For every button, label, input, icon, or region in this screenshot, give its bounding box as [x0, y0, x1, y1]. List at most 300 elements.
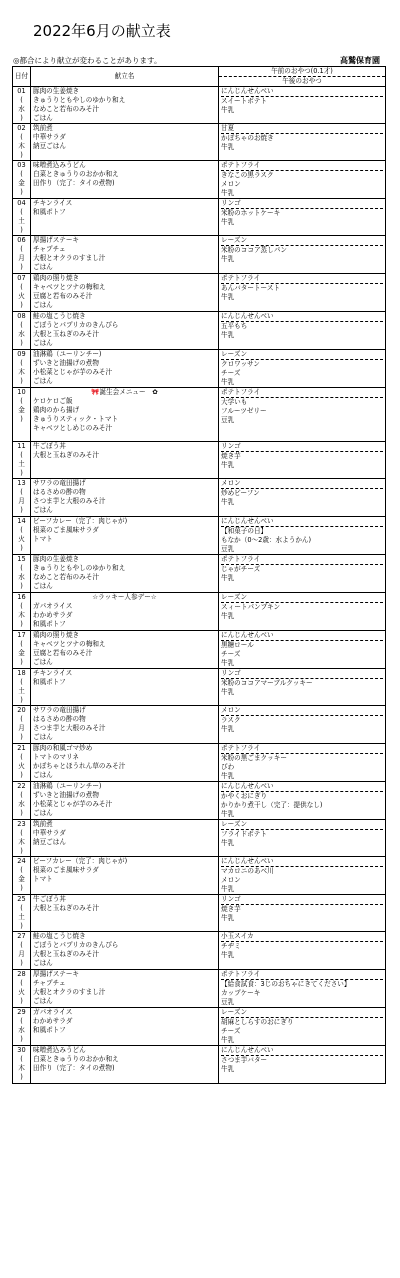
menu-cell: [31, 479, 219, 517]
weekday-paren: ): [20, 696, 23, 704]
menu-item: ビーフカレー（完了：肉じゃが): [33, 857, 128, 865]
am-snack: リンゴ: [221, 669, 383, 679]
pm-snack-item: 牛乳: [221, 378, 235, 386]
menu-item: きゅうりスティック・トマト: [33, 415, 119, 423]
pm-snack-item: かりかり煮干し（完了：提供なし): [221, 801, 323, 809]
menu-item: チャプチェ: [33, 979, 66, 987]
menu-cell: [31, 1046, 219, 1084]
snack-cell: [219, 517, 386, 555]
menu-cell: [31, 593, 219, 631]
menu-item: 和風ポトフ: [33, 620, 66, 628]
snack-cell: [219, 970, 386, 1008]
pm-snack-item: メロン: [221, 180, 241, 188]
snack-cell: [219, 1046, 386, 1084]
pm-snack-item: 牛乳: [221, 574, 235, 582]
menu-item: はるさめの酢の物: [33, 715, 86, 723]
snack-cell: [219, 782, 386, 820]
am-snack: 甘夏: [221, 124, 383, 134]
menu-item: トマト: [33, 875, 53, 883]
menu-item: 鶏肉のから揚げ: [33, 406, 80, 414]
am-snack: リンゴ: [221, 199, 383, 209]
weekday-paren: (: [20, 488, 23, 496]
day-number: 21: [17, 744, 26, 752]
date-cell: [13, 312, 31, 350]
menu-item: ごはん: [33, 377, 53, 385]
snack-cell: [219, 350, 386, 388]
pm-snack-item: 胡麻としらすのおにぎり: [221, 1018, 294, 1026]
weekday-paren: (: [20, 133, 23, 141]
menu-table-body: [13, 87, 386, 1084]
weekday: 水: [18, 105, 25, 113]
weekday-paren: ): [20, 809, 23, 817]
menu-item: ごぼうとパプリカのきんぴら: [33, 321, 119, 329]
menu-item: 牛ごぼう丼: [33, 895, 66, 903]
pm-snack-item: かぼちゃのお焼き: [221, 134, 274, 142]
menu-item: 小松菜とじゃが芋のみそ汁: [33, 368, 113, 376]
date-cell: [13, 479, 31, 517]
menu-item: なめこと若布のみそ汁: [33, 105, 99, 113]
pm-snack-item: 豆乳: [221, 416, 235, 424]
weekday: 火: [18, 292, 25, 300]
table-row: [13, 782, 386, 820]
weekday: 木: [18, 1064, 25, 1072]
menu-item: キャベツとしめじのみそ汁: [33, 424, 113, 432]
menu-cell: [31, 895, 219, 932]
weekday-paren: (: [20, 715, 23, 723]
menu-item: ガパオライス: [33, 1008, 73, 1016]
header-am-snack: 午前のおやつ(0.1才): [219, 67, 385, 77]
day-number: 15: [17, 555, 26, 563]
menu-item: トマトのマリネ: [33, 753, 80, 761]
menu-item: ごはん: [33, 301, 53, 309]
menu-item: 白菜ときゅうりのおかか和え: [33, 1055, 119, 1063]
menu-cell: [31, 555, 219, 593]
notice-text: ◎都合により献立が変わることがあります。: [13, 56, 162, 65]
snack-cell: [219, 479, 386, 517]
weekday-paren: (: [20, 791, 23, 799]
menu-cell: [31, 350, 219, 388]
menu-item: ごぼうとパプリカのきんぴら: [33, 941, 119, 949]
day-number: 11: [17, 442, 26, 450]
menu-cell: [31, 744, 219, 782]
day-number: 22: [17, 782, 26, 790]
date-cell: [13, 442, 31, 479]
pm-snack-item: 【和菓子の日】: [221, 527, 268, 535]
menu-cell: [31, 970, 219, 1008]
weekday-paren: ): [20, 771, 23, 779]
menu-item: ずいきと油揚げの煮物: [33, 359, 99, 367]
table-row: [13, 970, 386, 1008]
weekday: 火: [18, 988, 25, 996]
weekday-paren: ): [20, 658, 23, 666]
menu-cell: [31, 820, 219, 857]
pm-snack-item: チーズ: [221, 1027, 241, 1035]
date-cell: [13, 1008, 31, 1046]
pm-snack-item: 牛乳: [221, 810, 235, 818]
menu-item: ごはん: [33, 114, 53, 122]
menu-item: 筑前煮: [33, 124, 53, 132]
menu-item: ごはん: [33, 263, 53, 271]
pm-snack-item: 牛乳: [221, 255, 235, 263]
menu-cell: [31, 274, 219, 312]
pm-snack-item: 牛乳: [221, 461, 235, 469]
weekday: 月: [18, 497, 25, 505]
menu-item: ごはん: [33, 733, 53, 741]
menu-item: 田作り（完了：タイの煮物): [33, 179, 115, 187]
am-snack: ポテトフライ: [221, 555, 383, 565]
pm-snack-item: かやくおにぎり: [221, 792, 268, 800]
weekday-paren: (: [20, 526, 23, 534]
weekday-paren: ): [20, 733, 23, 741]
am-snack: ポテトフライ: [221, 274, 383, 284]
date-cell: [13, 593, 31, 631]
menu-cell: [31, 631, 219, 669]
table-row: [13, 820, 386, 857]
day-number: 30: [17, 1046, 26, 1054]
weekday-paren: ): [20, 226, 23, 234]
weekday-paren: (: [20, 602, 23, 610]
day-number: 18: [17, 669, 26, 677]
menu-item: きゅうりともやしのゆかり和え: [33, 96, 126, 104]
day-number: 17: [17, 631, 26, 639]
menu-item: はるさめの酢の物: [33, 488, 86, 496]
weekday: 土: [18, 687, 25, 695]
weekday-paren: ): [20, 847, 23, 855]
menu-item: 鶏肉の照り焼き: [33, 274, 80, 282]
date-cell: [13, 706, 31, 744]
date-cell: [13, 350, 31, 388]
event-label: ☆ラッキー人参デー☆: [92, 593, 157, 601]
menu-item: 中華サラダ: [33, 133, 66, 141]
table-row: [13, 517, 386, 555]
date-cell: [13, 236, 31, 274]
menu-item: 筑前煮: [33, 820, 53, 828]
weekday: 木: [18, 611, 25, 619]
pm-snack-item: フライドポテト: [221, 830, 267, 838]
am-snack: レーズン: [221, 820, 383, 830]
menu-item: ごはん: [33, 506, 53, 514]
weekday: 水: [18, 1026, 25, 1034]
snack-cell: [219, 555, 386, 593]
pm-snack-item: 米粉のココア蒸しパン: [221, 246, 287, 254]
table-row: [13, 706, 386, 744]
menu-item: 大根とオクラのすまし汁: [33, 988, 106, 996]
date-cell: [13, 970, 31, 1008]
am-snack: メロン: [221, 479, 383, 489]
menu-cell: [31, 388, 219, 442]
menu-item: 大根と玉ねぎのみそ汁: [33, 950, 99, 958]
header-snack: [219, 67, 386, 87]
date-cell: [13, 744, 31, 782]
date-cell: [13, 161, 31, 199]
day-number: 14: [17, 517, 26, 525]
am-snack: にんじんせんべい: [221, 782, 383, 792]
weekday: 水: [18, 330, 25, 338]
date-cell: [13, 820, 31, 857]
pm-snack-item: 豆乳: [221, 545, 235, 553]
day-number: 29: [17, 1008, 26, 1016]
snack-cell: [219, 669, 386, 706]
pm-snack-item: 【給食試食：3じのおちゃにきてください】: [221, 980, 351, 988]
pm-snack-item: 牛乳: [221, 772, 235, 780]
menu-cell: [31, 87, 219, 124]
table-row: [13, 350, 386, 388]
pm-snack-item: 米粉のココアマーブルクッキー: [221, 679, 313, 687]
menu-item: ごはん: [33, 771, 53, 779]
pm-snack-item: 牛乳: [221, 218, 235, 226]
pm-snack-item: さつま芋バター: [221, 1056, 268, 1064]
table-header-row: [13, 67, 386, 87]
day-number: 16: [17, 593, 26, 601]
weekday-paren: (: [20, 208, 23, 216]
snack-cell: [219, 87, 386, 124]
snack-cell: [219, 706, 386, 744]
day-number: 27: [17, 932, 26, 940]
date-cell: [13, 782, 31, 820]
table-row: [13, 932, 386, 970]
weekday-paren: (: [20, 397, 23, 405]
menu-cell: [31, 669, 219, 706]
menu-cell: [31, 932, 219, 970]
menu-cell: [31, 442, 219, 479]
snack-cell: [219, 388, 386, 442]
pm-snack-item: 大学いも: [221, 398, 248, 406]
menu-item: ごはん: [33, 997, 53, 1005]
menu-item: ごはん: [33, 339, 53, 347]
pm-snack-item: マカロニのあべ川: [221, 867, 274, 875]
menu-item: 大根と玉ねぎのみそ汁: [33, 904, 99, 912]
table-row: [13, 669, 386, 706]
day-number: 13: [17, 479, 26, 487]
weekday-paren: (: [20, 829, 23, 837]
menu-item: かぼちゃとほうれん草のみそ汁: [33, 762, 126, 770]
pm-snack-item: 牛乳: [221, 914, 235, 922]
pm-snack-item: びわ: [221, 763, 235, 771]
weekday-paren: (: [20, 283, 23, 291]
table-row: [13, 593, 386, 631]
menu-item: 豆腐と若布のみそ汁: [33, 292, 93, 300]
day-number: 08: [17, 312, 26, 320]
weekday-paren: ): [20, 339, 23, 347]
header-pm-snack: 午後のおやつ: [282, 77, 322, 85]
pm-snack-item: 牛乳: [221, 659, 235, 667]
weekday-paren: ): [20, 377, 23, 385]
weekday-paren: (: [20, 753, 23, 761]
table-row: [13, 1046, 386, 1084]
date-cell: [13, 388, 31, 442]
menu-cell: [31, 312, 219, 350]
menu-item: 鶏肉の照り焼き: [33, 631, 80, 639]
snack-cell: [219, 442, 386, 479]
am-snack: にんじんせんべい: [221, 1046, 383, 1056]
table-row: [13, 744, 386, 782]
weekday-paren: (: [20, 245, 23, 253]
weekday-paren: ): [20, 582, 23, 590]
snack-cell: [219, 631, 386, 669]
day-number: 28: [17, 970, 26, 978]
date-cell: [13, 87, 31, 124]
am-snack: にんじんせんべい: [221, 87, 383, 97]
am-snack: ポテトフライ: [221, 388, 383, 398]
weekday-paren: ): [20, 620, 23, 628]
menu-item: ごはん: [33, 959, 53, 967]
pm-snack-item: チーズ: [221, 650, 241, 658]
pm-snack-item: 牛乳: [221, 612, 235, 620]
menu-item: 和風ポトフ: [33, 1026, 66, 1034]
am-snack: リンゴ: [221, 895, 383, 905]
menu-item: サワラの竜田揚げ: [33, 706, 86, 714]
pm-snack-item: 牛乳: [221, 498, 235, 506]
weekday: 火: [18, 535, 25, 543]
menu-cell: [31, 706, 219, 744]
pm-snack-item: 焼き芋: [221, 905, 241, 913]
am-snack: レーズン: [221, 1008, 383, 1018]
day-number: 09: [17, 350, 26, 358]
pm-snack-item: 米粉の黒ごまクッキー: [221, 754, 287, 762]
header-date: 日付: [13, 67, 31, 87]
day-number: 24: [17, 857, 26, 865]
table-row: [13, 1008, 386, 1046]
menu-item: 中華サラダ: [33, 829, 66, 837]
school-name: 高鷲保育園: [340, 56, 380, 65]
table-row: [13, 199, 386, 236]
menu-item: ごはん: [33, 582, 53, 590]
weekday-paren: (: [20, 1055, 23, 1063]
pm-snack-item: 五平もち: [221, 322, 248, 330]
menu-item: わかめサラダ: [33, 1017, 73, 1025]
weekday: 水: [18, 800, 25, 808]
pm-snack-item: 牛乳: [221, 1036, 235, 1044]
table-row: [13, 236, 386, 274]
menu-item: さつま芋と大根のみそ汁: [33, 497, 106, 505]
weekday: 金: [18, 406, 25, 414]
table-row: [13, 388, 386, 442]
menu-item: 厚揚げステーキ: [33, 236, 80, 244]
weekday-paren: (: [20, 564, 23, 572]
am-snack: にんじんせんべい: [221, 857, 383, 867]
day-number: 02: [17, 124, 26, 132]
pm-snack-item: 牛乳: [221, 1065, 235, 1073]
date-cell: [13, 517, 31, 555]
menu-item: 味噌煮込みうどん: [33, 1046, 86, 1054]
pm-snack-item: 牛乳: [221, 951, 235, 959]
weekday: 土: [18, 913, 25, 921]
menu-item: 大根とオクラのすまし汁: [33, 254, 106, 262]
page-title: 2022年6月の献立表: [33, 22, 171, 40]
weekday-paren: (: [20, 170, 23, 178]
menu-item: ごはん: [33, 809, 53, 817]
weekday-paren: (: [20, 321, 23, 329]
weekday-paren: (: [20, 451, 23, 459]
snack-cell: [219, 857, 386, 895]
weekday-paren: (: [20, 640, 23, 648]
menu-item: 田作り（完了：タイの煮物): [33, 1064, 115, 1072]
header-menu: 献立名: [31, 67, 219, 87]
date-cell: [13, 857, 31, 895]
table-row: [13, 161, 386, 199]
pm-snack-item: もなか（0～2歳：水ようかん): [221, 536, 312, 544]
weekday-paren: (: [20, 96, 23, 104]
weekday-paren: ): [20, 469, 23, 477]
date-cell: [13, 199, 31, 236]
weekday-paren: (: [20, 1017, 23, 1025]
menu-item: 牛ごぼう丼: [33, 442, 66, 450]
pm-snack-item: 豆乳: [221, 998, 235, 1006]
pm-snack-item: 牛乳: [221, 143, 235, 151]
menu-cell: [31, 1008, 219, 1046]
am-snack: 小玉スイカ: [221, 932, 383, 942]
am-snack: ポテトフライ: [221, 970, 383, 980]
table-row: [13, 274, 386, 312]
pm-snack-item: チーズ: [221, 369, 241, 377]
pm-snack-item: 米粉のホットケーキ: [221, 209, 281, 217]
pm-snack-item: 牛乳: [221, 885, 235, 893]
date-cell: [13, 631, 31, 669]
snack-cell: [219, 236, 386, 274]
menu-item: きゅうりともやしのゆかり和え: [33, 564, 126, 572]
weekday: 水: [18, 573, 25, 581]
weekday: 月: [18, 950, 25, 958]
menu-item: 納豆ごはん: [33, 838, 66, 846]
am-snack: リンゴ: [221, 442, 383, 452]
pm-snack-item: クロワッサン: [221, 360, 260, 368]
weekday-paren: ): [20, 188, 23, 196]
snack-cell: [219, 820, 386, 857]
day-number: 10: [17, 388, 26, 396]
weekday-paren: (: [20, 979, 23, 987]
menu-item: 納豆ごはん: [33, 142, 66, 150]
menu-item: ガパオライス: [33, 602, 73, 610]
pm-snack-item: 炒めビーフン: [221, 489, 260, 497]
menu-cell: [31, 161, 219, 199]
weekday-paren: (: [20, 678, 23, 686]
weekday-paren: ): [20, 263, 23, 271]
table-row: [13, 87, 386, 124]
menu-item: キャベツとツナの梅和え: [33, 283, 106, 291]
weekday: 金: [18, 649, 25, 657]
pm-snack-item: スイートポテト: [221, 97, 268, 105]
pm-snack-item: あんバタートースト: [221, 284, 281, 292]
am-snack: にんじんせんべい: [221, 312, 383, 322]
menu-item: わかめサラダ: [33, 611, 73, 619]
menu-item: 豚肉の生姜焼き: [33, 87, 80, 95]
menu-table: [12, 66, 386, 1084]
weekday-paren: (: [20, 904, 23, 912]
snack-cell: [219, 199, 386, 236]
menu-item: さつま芋と大根のみそ汁: [33, 724, 106, 732]
snack-cell: [219, 312, 386, 350]
date-cell: [13, 274, 31, 312]
menu-cell: [31, 199, 219, 236]
table-row: [13, 631, 386, 669]
table-row: [13, 857, 386, 895]
menu-item: ずいきと油揚げの煮物: [33, 791, 99, 799]
pm-snack-item: 焼き芋: [221, 452, 241, 460]
menu-item: 豚肉の和風ゴマ炒め: [33, 744, 93, 752]
snack-cell: [219, 744, 386, 782]
date-cell: [13, 669, 31, 706]
menu-item: 白菜ときゅうりのおかか和え: [33, 170, 119, 178]
day-number: 01: [17, 87, 26, 95]
menu-cell: [31, 857, 219, 895]
weekday-paren: (: [20, 941, 23, 949]
pm-snack-item: メロン: [221, 876, 241, 884]
day-number: 20: [17, 706, 26, 714]
pm-snack-item: チヂミ: [221, 942, 241, 950]
menu-item: 油淋鶏（ユーリンチー): [33, 782, 102, 790]
am-snack: にんじんせんべい: [221, 631, 383, 641]
snack-cell: [219, 932, 386, 970]
